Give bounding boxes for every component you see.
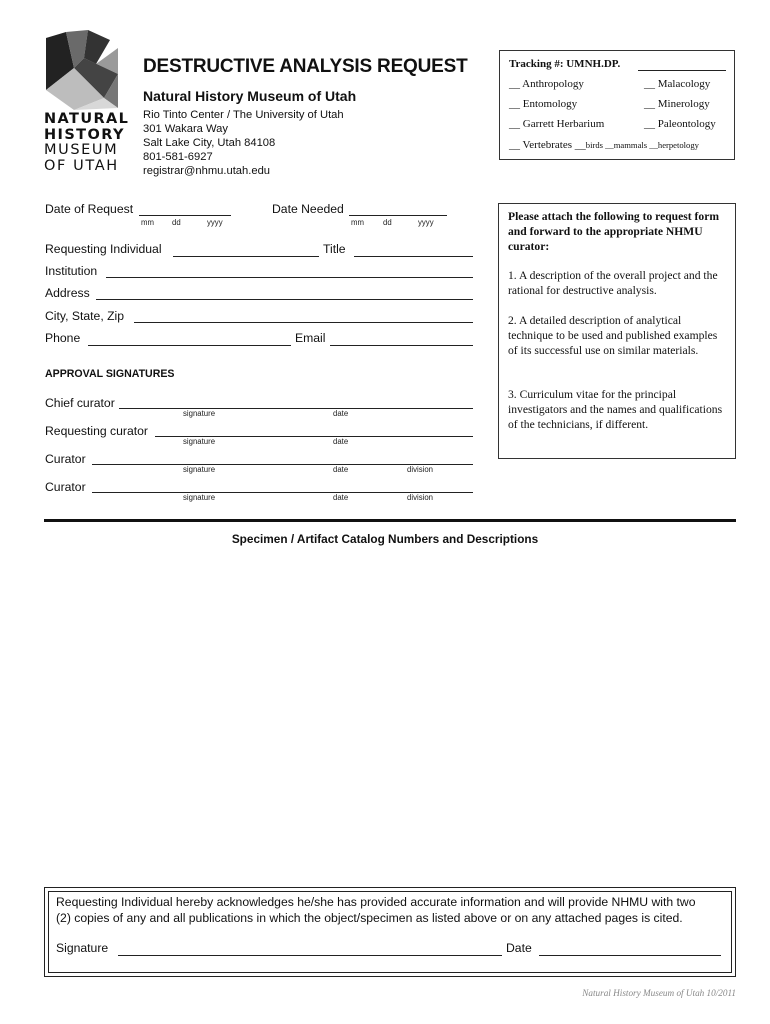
logo-line: HISTORY (44, 126, 125, 143)
option-anthropology[interactable]: __ Anthropology (509, 78, 584, 90)
tracking-number-field[interactable] (638, 70, 726, 71)
date-caption-yyyy: yyyy (207, 218, 223, 227)
section-divider (44, 519, 736, 522)
acknowledgement-text: Requesting Individual hereby acknowledges he/she has provided accurate information and will provide NHMU with two (56, 895, 696, 909)
chief-curator-signature-field[interactable] (119, 408, 473, 409)
address-line: 801-581-6927 (143, 151, 213, 163)
signature-caption: signature (183, 437, 216, 446)
date-caption-dd: dd (172, 218, 181, 227)
title-label: Title (323, 242, 346, 256)
museum-logo-mark (44, 28, 120, 112)
tracking-label: Tracking #: UMNH.DP. (509, 58, 621, 70)
option-mammals[interactable]: mammals __ (613, 140, 658, 150)
date-caption: date (333, 493, 349, 502)
instructions-heading: Please attach the following to request form and forward to the appropriate NHMU curator: (508, 210, 720, 253)
museum-name: Natural History Museum of Utah (143, 88, 357, 104)
form-title: DESTRUCTIVE ANALYSIS REQUEST (143, 56, 468, 77)
option-minerology[interactable]: __ Minerology (644, 98, 710, 110)
city-state-zip-label: City, State, Zip (45, 309, 125, 323)
date-caption-yyyy: yyyy (418, 218, 434, 227)
option-entomology[interactable]: __ Entomology (509, 98, 578, 110)
chief-curator-label: Chief curator (45, 396, 115, 410)
option-birds[interactable]: birds __ (585, 140, 614, 150)
email-field[interactable] (330, 345, 473, 346)
institution-field[interactable] (106, 277, 473, 278)
footer-text: Natural History Museum of Utah 10/2011 (582, 988, 736, 998)
title-field[interactable] (354, 256, 473, 257)
instruction-item: 1. A description of the overall project and the rational for destructive analysis. (508, 269, 718, 297)
requesting-individual-field[interactable] (173, 256, 319, 257)
ack-signature-label: Signature (56, 941, 109, 955)
date-of-request-label: Date of Request (45, 202, 134, 216)
institution-label: Institution (45, 264, 98, 278)
catalog-description-area[interactable] (44, 556, 736, 878)
city-state-zip-field[interactable] (134, 322, 473, 323)
email-label: Email (295, 331, 326, 345)
date-caption-dd: dd (383, 218, 392, 227)
logo-line: OF UTAH (44, 157, 119, 174)
contact-email: registrar@nhmu.utah.edu (143, 165, 271, 177)
phone-field[interactable] (88, 345, 291, 346)
ack-signature-field[interactable] (118, 955, 502, 956)
vertebrates-label: __ Vertebrates __ (509, 139, 586, 151)
date-caption: date (333, 465, 349, 474)
option-garrett-herbarium[interactable]: __ Garrett Herbarium (509, 118, 605, 130)
ack-date-label: Date (506, 941, 532, 955)
address-field[interactable] (96, 299, 473, 300)
logo-line: MUSEUM (44, 142, 119, 158)
option-vertebrates[interactable] (509, 139, 699, 151)
requesting-curator-label: Requesting curator (45, 424, 148, 438)
logo-line: NATURAL (44, 111, 130, 127)
division-caption: division (407, 465, 434, 474)
approval-signatures-heading: APPROVAL SIGNATURES (45, 368, 175, 380)
curator-label: Curator (45, 480, 86, 494)
date-needed-label: Date Needed (272, 202, 344, 216)
catalog-section-heading: Specimen / Artifact Catalog Numbers and Descriptions (231, 532, 539, 546)
museum-logo-wordmark (44, 112, 134, 174)
date-needed-field[interactable] (349, 215, 447, 216)
date-caption: date (333, 409, 349, 418)
phone-label: Phone (45, 331, 81, 345)
signature-caption: signature (183, 493, 216, 502)
date-caption-mm: mm (141, 218, 154, 227)
acknowledgement-text: (2) copies of any and all publications in which the object/specimen as listed above or on any attached pages is cited. (56, 911, 683, 925)
option-herpetology[interactable]: herpetology (657, 140, 699, 150)
address-line: Rio Tinto Center / The University of Utah (143, 109, 344, 121)
requesting-individual-label: Requesting Individual (45, 242, 162, 256)
date-caption: date (333, 437, 349, 446)
date-caption-mm: mm (351, 218, 364, 227)
option-malacology[interactable]: __ Malacology (644, 78, 711, 90)
signature-caption: signature (183, 465, 216, 474)
instruction-item: 3. Curriculum vitae for the principal investigators and the names and qualifications of the technicians, if different. (508, 388, 723, 431)
instruction-item: 2. A detailed description of analytical technique to be used and published examples of its successful use on similar materials. (508, 314, 718, 357)
division-caption: division (407, 493, 434, 502)
signature-caption: signature (183, 409, 216, 418)
address-line: Salt Lake City, Utah 84108 (143, 137, 276, 149)
address-label: Address (45, 286, 90, 300)
option-paleontology[interactable]: __ Paleontology (644, 118, 716, 130)
ack-date-field[interactable] (539, 955, 721, 956)
curator-label: Curator (45, 452, 86, 466)
address-line: 301 Wakara Way (143, 123, 228, 135)
date-of-request-field[interactable] (139, 215, 231, 216)
